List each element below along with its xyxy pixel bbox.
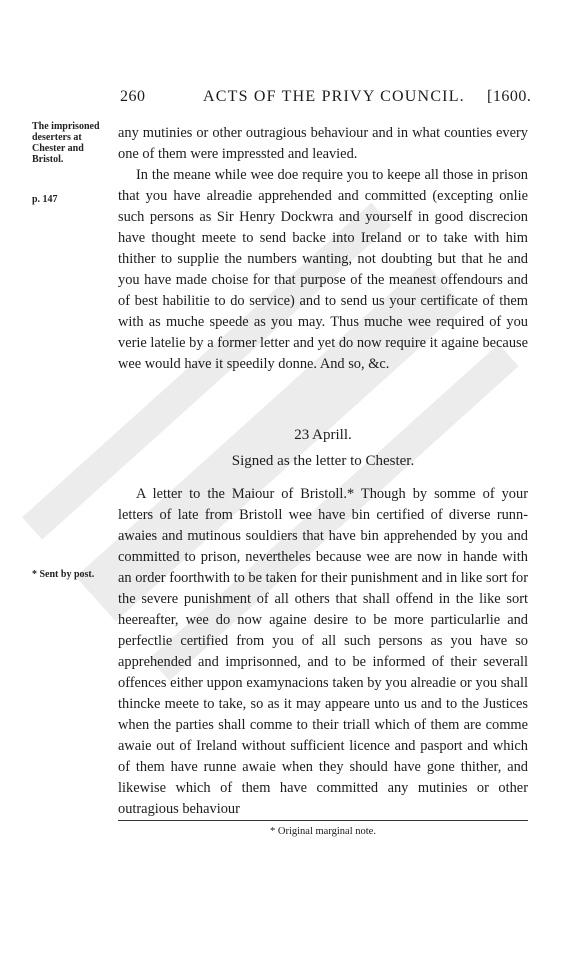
running-header [0,88,567,110]
page-number: 260 [120,88,146,105]
paragraph-letter-bristol: A letter to the Maiour of Bristoll.* Though by somme of your letters of late from Bristoll wee have bin certified of diverse runn-awaies and mutinous souldiers that have bin apprehended by you and committed to prison, nevertheles because wee are now in hande with an order foorthwith to be taken for their punishment and in like sort for the severe punishment of all others that shall offend in the like sort heereafter, wee do now againe desire to be more particularlie and perfectlie certified from you of all such persons as you have so apprehended and imprisonned, and to be informed of their severall offences either uppon examynacions taken by you alreadie or you shall thincke meete to take, so as it may appeare unto us and to the Justices when the parties shall comme to their triall which of them are comme awaie out of Ireland without sufficient licence and pasport and which of them have runne awaie when they should have gone thither, and likewise which of them have committed any mutinies or other outragious behaviour [118,486,528,817]
letter-to-bristol [118,484,528,820]
date-heading: 23 Aprill. [294,427,352,443]
paragraph-meane-while: In the meane while wee doe require you to keepe all those in prison that you have alreadie apprehended and committed (excepting onlie such persons as Sir Henry Dockwra and yourself in good discrecion have thought meete to send backe into Ireland or to take with him thither to supplie the numbers wanting, not doubting but that he and you have made choise for that purpose of the meanest offendours and of best habilitie to do service) and to send us your certificate of them with as muche speede as you may. Thus muche wee required of you verie latelie by a former letter and yet do now require it againe because wee would have it speedily donne. And so, &c. [118,167,528,372]
year-marker: [1600. [487,88,532,105]
paragraph-continuation: any mutinies or other outragious behaviour and in what counties every one of them were impressted and leavied. [118,125,528,162]
page-title: ACTS OF THE PRIVY COUNCIL. [203,88,465,105]
signed-line: Signed as the letter to Chester. [231,453,415,469]
footnote-rule [118,820,528,821]
margin-note-sent-by-post: * Sent by post. [32,569,95,580]
letter-body-continued [118,123,528,375]
margin-note-page-ref: p. 147 [32,194,58,205]
footnote: * Original marginal note. [270,826,376,837]
margin-note-topic: The imprisoned deserters at Chester and Bristol. [32,121,100,165]
